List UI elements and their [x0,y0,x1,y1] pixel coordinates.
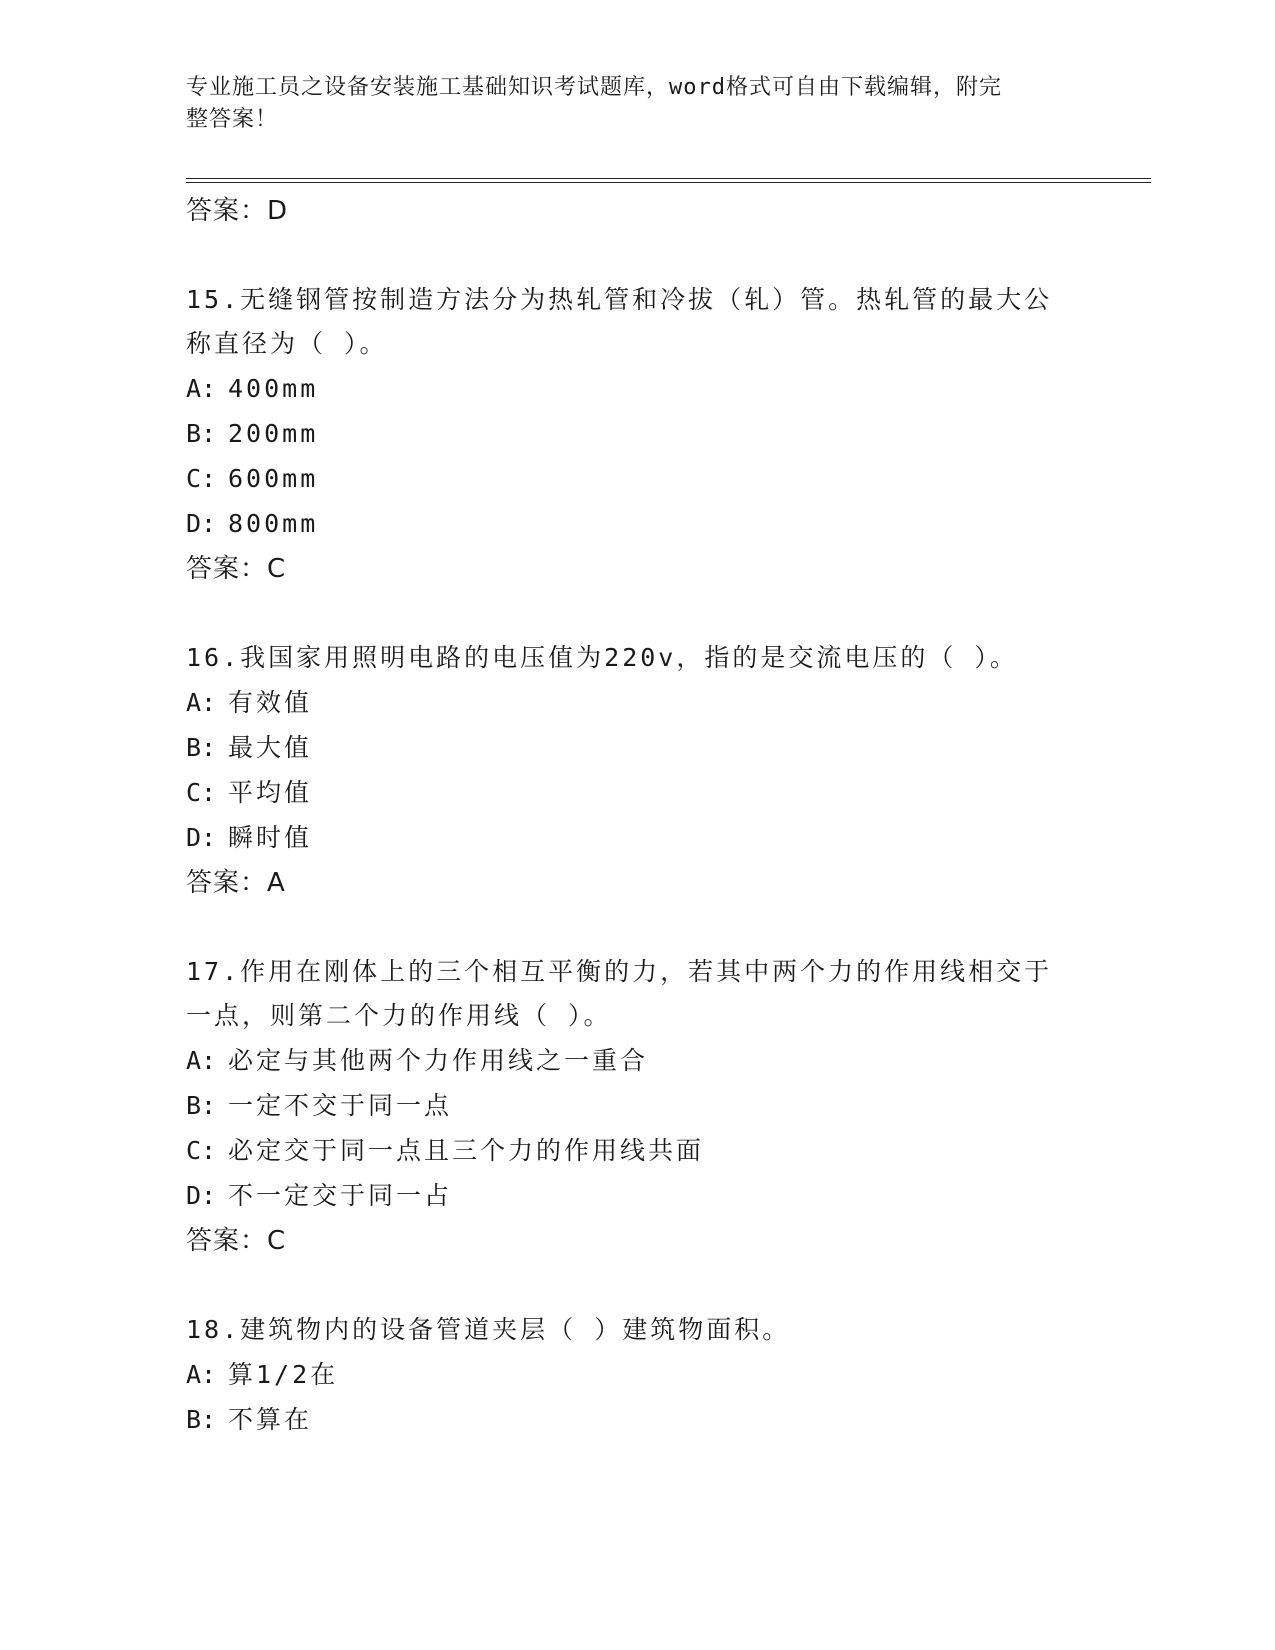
question-15 [186,278,1151,592]
answer: 答案：C [186,1226,287,1256]
option-d [186,501,1151,546]
question-stem [186,278,1086,366]
question-stem-line: 18.建筑物内的设备管道夹层（ ）建筑物面积。 [186,1315,791,1344]
option-text: 必定与其他两个力作用线之一重合 [228,1046,649,1075]
option-letter: D: [186,1181,217,1210]
option-b [186,725,1151,770]
option-letter: A: [186,1360,217,1389]
option-text: 平均值 [228,778,313,807]
question-stem-line: 15.无缝钢管按制造方法分为热轧管和冷拔（轧）管。热轧管的最大公 [186,285,1053,314]
option-c [186,770,1151,815]
question-stem-line: 17.作用在刚体上的三个相互平衡的力，若其中两个力的作用线相交于 [186,957,1053,986]
option-text: 200mm [228,419,319,448]
header-line-2: 整答案！ [186,107,279,132]
header-divider-bottom [186,182,1151,183]
option-text: 不算在 [228,1405,313,1434]
option-b [186,1397,1151,1442]
option-text: 不一定交于同一占 [228,1181,453,1210]
option-letter: D: [186,823,217,852]
option-letter: A: [186,1046,217,1075]
option-text: 必定交于同一点且三个力的作用线共面 [228,1136,705,1165]
header-line-1: 专业施工员之设备安装施工基础知识考试题库，word格式可自由下载编辑，附完 [186,75,1002,100]
question-stem [186,1308,1086,1352]
option-letter: A: [186,688,217,717]
document-header [186,72,1066,136]
option-text: 最大值 [228,733,313,762]
question-stem [186,950,1086,1038]
option-a [186,680,1151,725]
question-17 [186,950,1151,1264]
question-stem-line: 称直径为（ ）。 [186,329,388,358]
option-text: 400mm [228,374,319,403]
option-letter: B: [186,1091,217,1120]
previous-answer: 答案：D [186,196,289,226]
option-letter: A: [186,374,217,403]
answer: 答案：C [186,554,287,584]
option-a [186,1038,1151,1083]
answer: 答案：A [186,868,286,898]
option-text: 有效值 [228,688,313,717]
question-stem-line: 一点，则第二个力的作用线（ ）。 [186,1001,612,1030]
option-a [186,1352,1151,1397]
option-text: 瞬时值 [228,823,313,852]
option-d [186,1173,1151,1218]
option-text: 一定不交于同一点 [228,1091,453,1120]
option-letter: C: [186,464,217,493]
question-16 [186,636,1151,906]
option-a [186,366,1151,411]
option-b [186,411,1151,456]
header-divider-top [186,178,1151,179]
option-b [186,1083,1151,1128]
option-c [186,456,1151,501]
option-letter: B: [186,733,217,762]
option-text: 600mm [228,464,319,493]
option-d [186,815,1151,860]
option-letter: B: [186,419,217,448]
question-18 [186,1308,1151,1442]
option-letter: C: [186,1136,217,1165]
option-text: 算1/2在 [228,1360,339,1389]
question-stem-line: 16.我国家用照明电路的电压值为220v，指的是交流电压的（ ）。 [186,643,1018,672]
option-letter: B: [186,1405,217,1434]
option-c [186,1128,1151,1173]
question-list [186,188,1151,1442]
question-stem [186,636,1086,680]
option-letter: D: [186,509,217,538]
option-letter: C: [186,778,217,807]
option-text: 800mm [228,509,319,538]
